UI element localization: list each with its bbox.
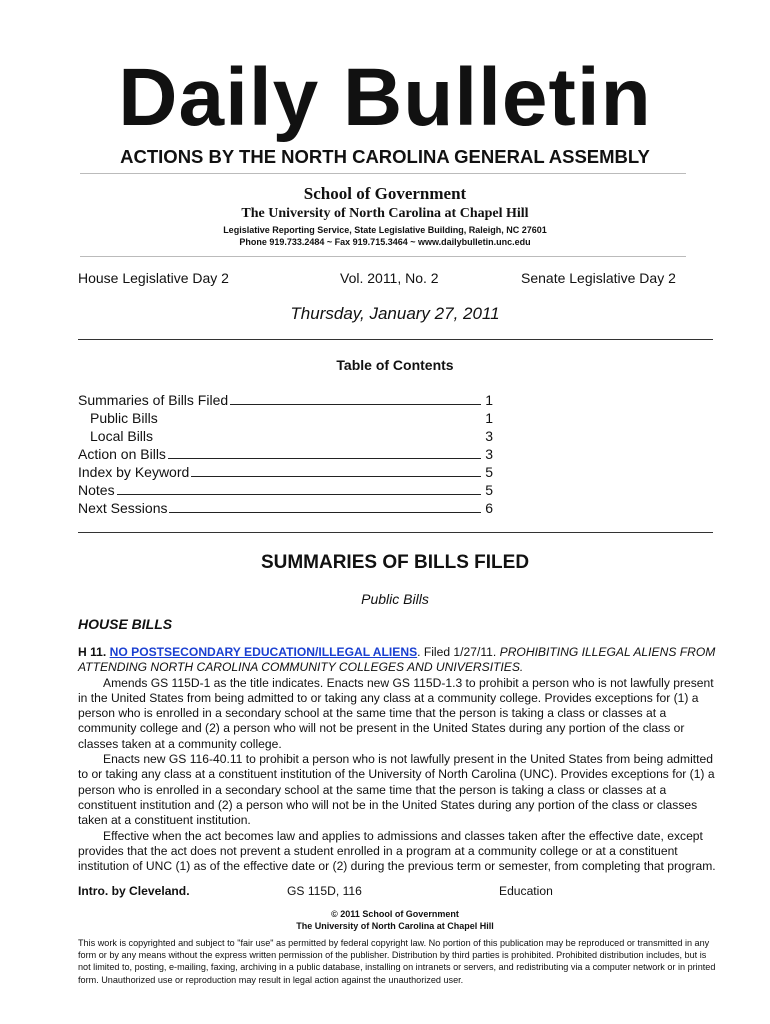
bill-long-title: PROHIBITING ILLEGAL ALIENS FROM ATTENDING NORTH CAROLINA COMMUNITY COLLEGES AND UNIVERSITIES.	[78, 645, 716, 675]
toc-page: 6	[485, 500, 493, 516]
bill-statutes: GS 115D, 116	[287, 884, 362, 898]
bill-subject: Education	[499, 884, 553, 898]
toc-label: Public Bills	[90, 410, 158, 426]
section-title: SUMMARIES OF BILLS FILED	[260, 552, 530, 573]
contact-line: Phone 919.733.2484 ~ Fax 919.715.3464 ~ www.dailybulletin.unc.edu	[239, 237, 531, 247]
toc-entry[interactable]	[78, 410, 493, 428]
volume-number: Vol. 2011, No. 2	[340, 270, 439, 286]
toc-leader	[160, 411, 481, 423]
legal-notice: This work is copyrighted and subject to "fair use" as permitted by federal copyright law. No portion of this publication may be reproduced or transmitted in any form or by any means without the express written permission of the publisher. Distribution by third parties is prohibited. Prohibited distribution includes, but is not limited to, posting, e-mailing, faxing, archiving in a public database, installing on intranets or servers, and redistributing via a computer network or in printed form. Unauthorized use or reproduction may result in legal action against the unauthorized user.	[78, 938, 716, 985]
toc-leader	[168, 446, 481, 459]
toc-leader	[117, 482, 481, 495]
footer-university: The University of North Carolina at Chapel Hill	[296, 921, 494, 931]
bill-sponsor: Intro. by Cleveland.	[78, 884, 190, 898]
toc-entry[interactable]	[78, 464, 493, 482]
toc-leader	[230, 392, 481, 405]
toc-label: Local Bills	[90, 428, 154, 444]
chamber-heading: HOUSE BILLS	[78, 616, 173, 632]
toc-page: 5	[485, 464, 493, 480]
bill-number: H 11.	[78, 645, 107, 659]
bill-paragraph: Effective when the act becomes law and applies to admissions and classes taken after the effective date, except provides that the act does not prevent a student enrolled in a program at a community college or at a constituent institution of UNC (1) as of the effective date or (2) during the previous term or semester, from completing that program.	[78, 828, 716, 874]
contact-divider	[80, 256, 686, 257]
toc-label: Notes	[78, 482, 115, 498]
toc-label: Next Sessions	[78, 500, 168, 516]
toc-label: Summaries of Bills Filed	[78, 392, 229, 408]
toc-title: Table of Contents	[336, 357, 454, 373]
bill-paragraph: Amends GS 115D-1 as the title indicates. Enacts new GS 115D-1.3 to prohibit a person who is not lawfully present in the United States from being admitted to or taking any class at a community college. Provides exceptions for (1) a person who is enrolled in a secondary school at the same time that the person is taking a class or classes at a community college and (2) a person who will not be present in the United States during any portion of the class or classes taken at a community college.	[78, 675, 714, 751]
bill-link[interactable]: NO POSTSECONDARY EDUCATION/ILLEGAL ALIENS	[109, 645, 418, 659]
house-legislative-day: House Legislative Day 2	[78, 270, 229, 286]
toc-entry[interactable]	[78, 392, 493, 410]
service-address: Legislative Reporting Service, State Legislative Building, Raleigh, NC 27601	[223, 225, 547, 235]
toc-label: Action on Bills	[78, 446, 166, 462]
toc-entry[interactable]	[78, 446, 493, 464]
school-name: School of Government	[303, 184, 467, 203]
toc-leader	[155, 429, 481, 441]
toc-page: 5	[485, 482, 493, 498]
bill-summary	[78, 645, 716, 874]
bill-meta-row	[78, 884, 718, 900]
toc-entry[interactable]	[78, 500, 493, 518]
toc-page: 1	[485, 410, 493, 426]
bill-paragraph: Enacts new GS 116-40.11 to prohibit a person who is not lawfully present in the United States from being admitted to or taking any class at a constituent institution of the University of North Carolina (UNC). Provides exceptions for (1) a person who is enrolled in a secondary school at the same time that the person is taking a class or classes at a constituent institution and (2) a person who will not be in the United States during any portion of the class or classes taken at a constituent institution.	[78, 752, 715, 828]
senate-legislative-day: Senate Legislative Day 2	[521, 270, 676, 286]
bulletin-subtitle: ACTIONS BY THE NORTH CAROLINA GENERAL ASSEMBLY	[120, 146, 650, 167]
toc-leader	[169, 500, 481, 513]
bill-filed: . Filed 1/27/11.	[417, 645, 497, 659]
bulletin-title: Daily Bulletin	[118, 52, 652, 143]
toc-page: 1	[485, 392, 493, 408]
bill-heading	[78, 645, 716, 676]
issue-date: Thursday, January 27, 2011	[290, 304, 500, 323]
toc-divider	[78, 532, 713, 533]
university-name: The University of North Carolina at Chapel Hill	[241, 206, 529, 221]
toc-label: Index by Keyword	[78, 464, 190, 480]
table-of-contents	[78, 392, 493, 518]
masthead-divider	[80, 173, 686, 174]
toc-entry[interactable]	[78, 428, 493, 446]
copyright-line: © 2011 School of Government	[331, 909, 459, 919]
date-divider	[78, 339, 713, 340]
toc-entry[interactable]	[78, 482, 493, 500]
toc-leader	[191, 464, 481, 477]
toc-page: 3	[485, 446, 493, 462]
section-subtitle: Public Bills	[361, 591, 429, 607]
toc-page: 3	[485, 428, 493, 444]
